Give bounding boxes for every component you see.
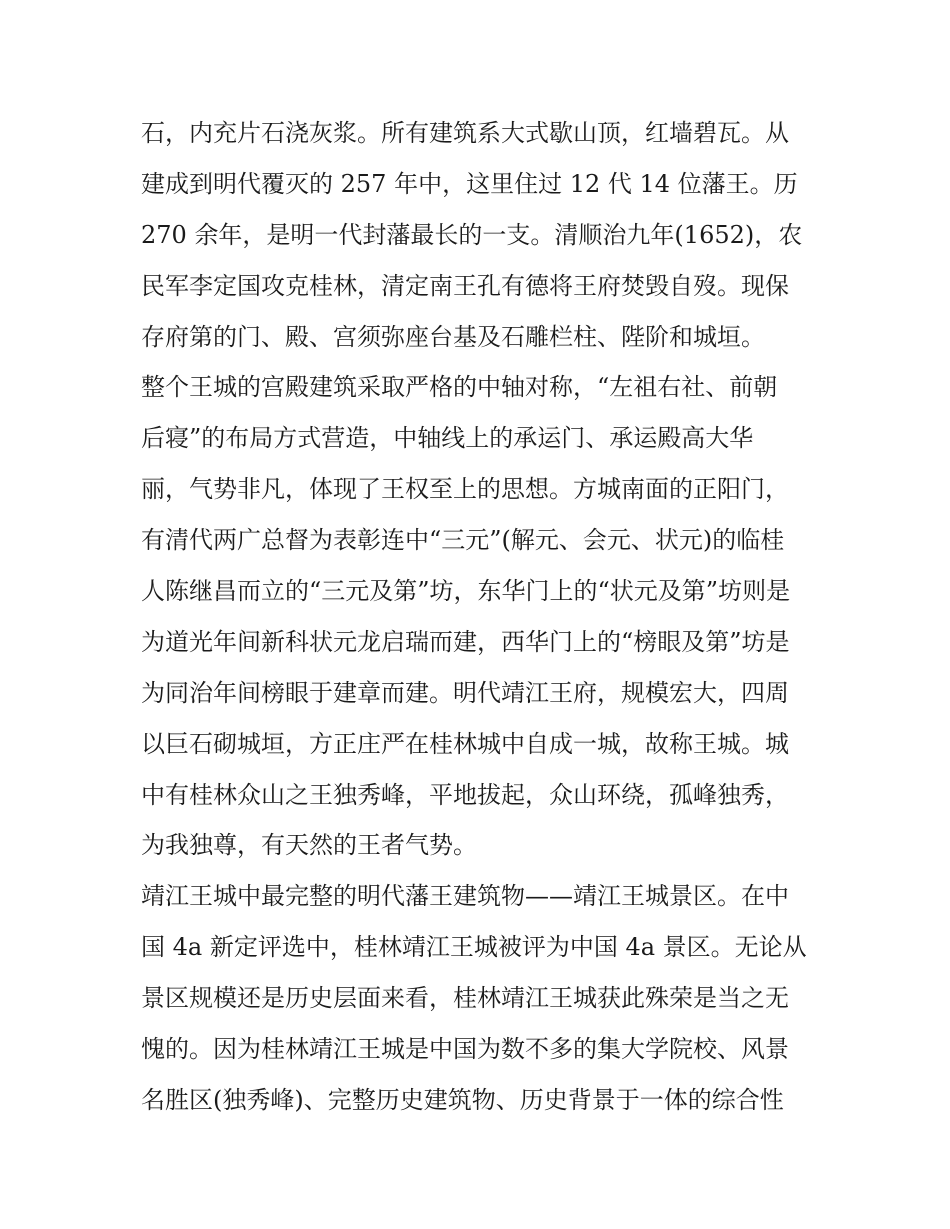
text-line: 为道光年间新科状元龙启瑞而建，西华门上的“榜眼及第”坊是 <box>141 627 790 656</box>
text-line: 人陈继昌而立的“三元及第”坊，东华门上的“状元及第”坊则是 <box>141 577 791 606</box>
text-line: 愧的。因为桂林靖江王城是中国为数不多的集大学院校、风景 <box>141 1035 789 1064</box>
text-line: 建成到明代覆灭的 257 年中，这里住过 12 代 14 位藩王。历 <box>141 169 798 198</box>
text-line: 为同治年间榜眼于建章而建。明代靖江王府，规模宏大，四周 <box>141 678 789 707</box>
text-line: 整个王城的宫殿建筑采取严格的中轴对称，“左祖右社、前朝 <box>141 373 778 402</box>
text-line: 后寝”的布局方式营造，中轴线上的承运门、承运殿高大华 <box>141 424 754 453</box>
text-line: 以巨石砌城垣，方正庄严在桂林城中自成一城，故称王城。城 <box>141 729 789 758</box>
text-line: 国 4a 新定评选中，桂林靖江王城被评为中国 4a 景区。无论从 <box>141 933 807 962</box>
text-line: 景区规模还是历史层面来看，桂林靖江王城获此殊荣是当之无 <box>141 984 789 1013</box>
text-line: 丽，气势非凡，体现了王权至上的思想。方城南面的正阳门， <box>141 475 789 504</box>
text-line: 石，内充片石浇灰浆。所有建筑系大式歇山顶，红墙碧瓦。从 <box>141 119 789 147</box>
text-line: 靖江王城中最完整的明代藩王建筑物——靖江王城景区。在中 <box>141 882 789 911</box>
text-line: 为我独尊，有天然的王者气势。 <box>141 831 477 860</box>
text-line: 民军李定国攻克桂林，清定南王孔有德将王府焚毁自歿。现保 <box>141 271 789 300</box>
text-line: 270 余年，是明一代封藩最长的一支。清顺治九年(1652)，农 <box>141 220 803 249</box>
text-line: 存府第的门、殿、宫须弥座台基及石雕栏柱、陛阶和城垣。 <box>141 322 765 351</box>
text-line: 中有桂林众山之王独秀峰，平地拔起，众山环绕，孤峰独秀， <box>141 780 789 809</box>
text-line: 有清代两广总督为表彰连中“三元”(解元、会元、状元)的临桂 <box>141 526 785 555</box>
body-text <box>141 108 821 1126</box>
text-line: 名胜区(独秀峰)、完整历史建筑物、历史背景于一体的综合性 <box>141 1085 784 1114</box>
